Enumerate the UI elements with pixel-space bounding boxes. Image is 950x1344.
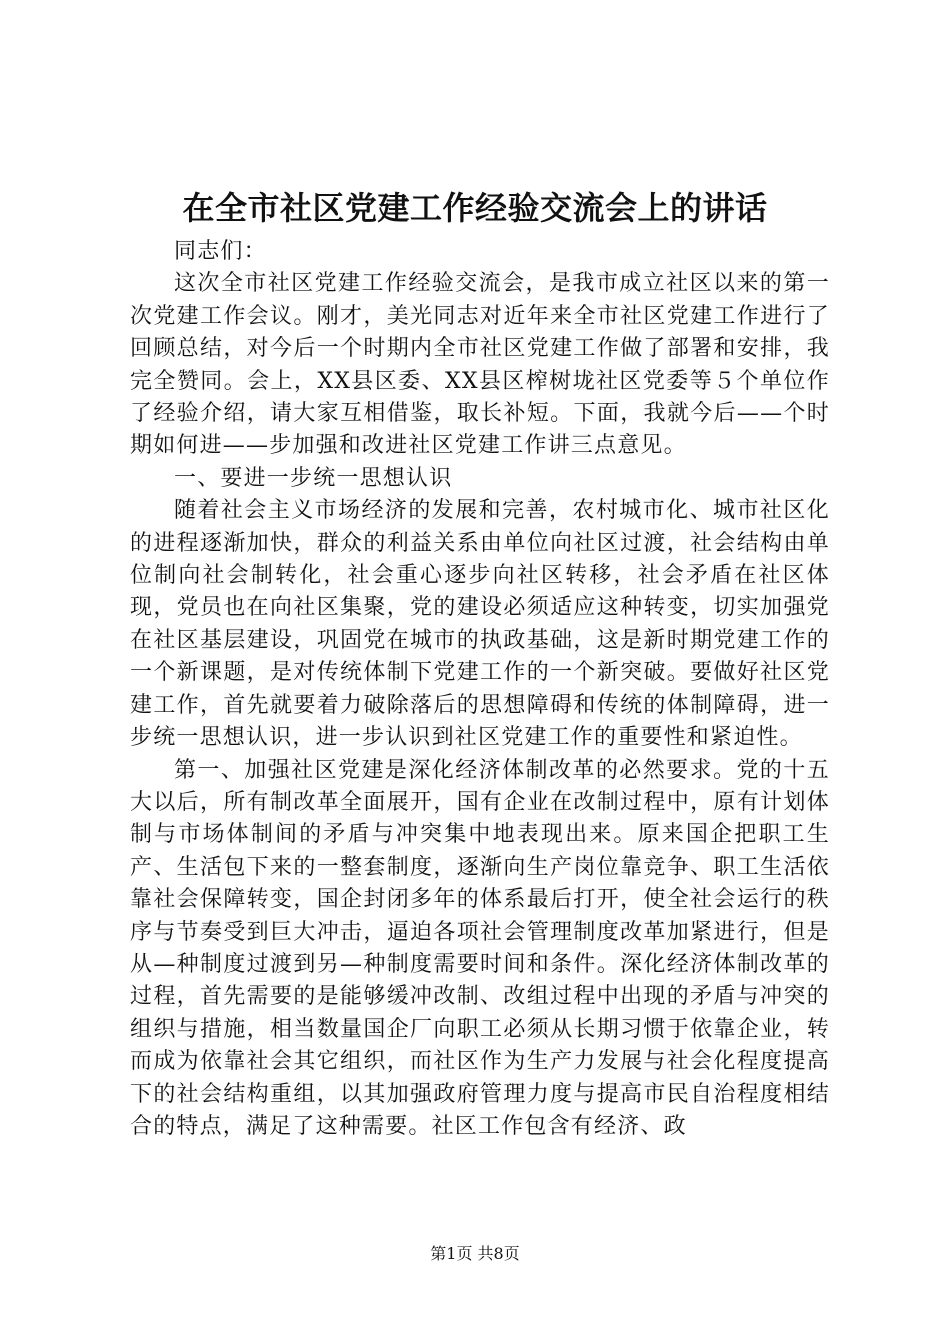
document-body [130, 236, 830, 1143]
section-heading-1: 一、要进一步统一思想认识 [174, 465, 453, 491]
salutation: 同志们： [174, 239, 267, 264]
paragraph-intro: 这次全市社区党建工作经验交流会，是我市成立社区以来的第一次党建工作会议。刚才，美光同志对近年来全市社区党建工作进行了回顾总结，对今后一个时期内全市社区党建工作做了部署和安排，我完全赞同。会上，XX县区委、XX县区榨树垅社区党委等５个单位作了经验介绍，请大家互相借鉴，取长补短。下面，我就今后——个时期如何进——步加强和改进社区党建工作讲三点意见。 [130, 271, 830, 459]
page-footer: 第1页 共8页 [430, 1244, 520, 1263]
paragraph-section-1: 随着社会主义市场经济的发展和完善，农村城市化、城市社区化的进程逐渐加快，群众的利益关系由单位向社区过渡，社会结构由单位制向社会制转化，社会重心逐步向社区转移，社会矛盾在社区体现，党员也在向社区集聚，党的建设必须适应这种转变，切实加强党在社区基层建设，巩固党在城市的执政基础，这是新时期党建工作的一个新课题，是对传统体制下党建工作的一个新突破。要做好社区党建工作，首先就要着力破除落后的思想障碍和传统的体制障碍，进一步统一思想认识，进一步认识到社区党建工作的重要性和紧迫性。 [130, 498, 830, 751]
paragraph-point-1: 第一、加强社区党建是深化经济体制改革的必然要求。党的十五大以后，所有制改革全面展开，国有企业在改制过程中，原有计划体制与市场体制间的矛盾与冲突集中地表现出来。原来国企把职工生产、生活包下来的一整套制度，逐渐向生产岗位靠竞争、职工生活依靠社会保障转变，国企封闭多年的体系最后打开，使全社会运行的秩序与节奏受到巨大冲击，逼迫各项社会管理制度改革加紧进行，但是从—种制度过渡到另—种制度需要时间和条件。深化经济体制改革的过程，首先需要的是能够缓冲改制、改组过程中出现的矛盾与冲突的组织与措施，相当数量国企厂向职工必须从长期习惯于依靠企业，转而成为依靠社会其它组织，而社区作为生产力发展与社会化程度提高下的社会结构重组，以其加强政府管理力度与提高市民自治程度相结合的特点，满足了这种需要。社区工作包含有经济、政 [130, 757, 830, 1139]
document-title: 在全市社区党建工作经验交流会上的讲话 [182, 189, 768, 227]
